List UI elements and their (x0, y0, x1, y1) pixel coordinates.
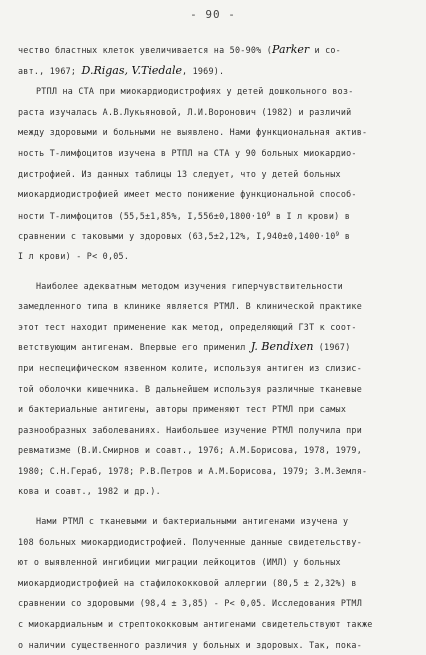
text-line: замедленного типа в клинике является РТМЛ. В клинической практике (18, 301, 362, 312)
text-line: ности Т-лимфоцитов (55,5±1,85%, $I,556\pm 0,1800\cdot 10^9$ в I л крови) в (18, 210, 350, 221)
text-line: кова и соавт., 1982 и др.). (18, 486, 161, 497)
text-line: о наличии существенного различия у больных и здоровых. Так, пока- (18, 639, 362, 650)
text-line: сравнении со здоровыми (98,4 ± 3,85) - Р< 0,05. Исследования РТМЛ (18, 598, 362, 609)
superscript: 9 (335, 231, 340, 239)
text-line: чество бластных клеток увеличивается на 50-90% (Parker и со- (18, 43, 341, 56)
text-line: авт., 1967; D.Rigas, V.Tiedale, 1969). (18, 63, 225, 77)
handwritten-author: J. Bendixen (250, 340, 314, 354)
page-number: - 90 - (190, 8, 236, 21)
handwritten-author: D.Rigas, V.Tiedale (81, 63, 182, 77)
text-line: РТПЛ на СТА при миокардиодистрофиях у детей дошкольного воз- (36, 86, 354, 97)
text-line: Нами РТМЛ с тканевыми и бактериальными антигенами изучена у (36, 516, 349, 527)
text-line: ность Т-лимфоцитов изучена в РТПЛ на СТА у 90 больных миокардио- (18, 147, 357, 158)
text-line: и бактериальные антигены, авторы применяют тест РТМЛ при самых (18, 404, 347, 415)
text-line: с миокардиальным и стрептококковым антигенами свидетельствуют также (18, 619, 373, 630)
paragraph-gap (0, 502, 426, 511)
text-line: 108 больных миокардиодистрофией. Полученные данные свидетельству- (18, 536, 362, 547)
text-line: разнообразных заболеваниях. Наибольшее изучение РТМЛ получила при (18, 424, 362, 435)
text-line: I л крови) - Р< 0,05. (18, 250, 130, 261)
text-line: при неспецифическом язвенном колите, используя антиген из слизис- (18, 362, 362, 373)
text-line: миокардиодистрофией имеет место понижение функциональной способ- (18, 189, 357, 200)
superscript: 9 (266, 210, 271, 218)
body-text (0, 40, 426, 655)
text-line: этот тест находит применение как метод, определяющий ГЗТ к соот- (18, 321, 357, 332)
text-line: раста изучалась А.В.Лукьяновой, Л.И.Воронович (1982) и различий (18, 106, 352, 117)
text-line: Наиболее адекватным методом изучения гиперчувствительности (36, 280, 343, 291)
text-line: ют о выявленной ингибиции миграции лейкоцитов (ИМЛ) у больных (18, 557, 341, 568)
text-line: миокардиодистрофией на стафилококковой аллергии (80,5 ± 2,32%) в (18, 577, 357, 588)
paragraph-gap (0, 267, 426, 276)
text-line: сравнении с таковыми у здоровых (63,5±2,12%, $I,940\pm 0,1400\cdot 10^9$ в (18, 231, 350, 242)
text-line: 1980; С.Н.Гераб, 1978; Р.В.Петров и А.М.Борисова, 1979; З.М.Земля- (18, 465, 368, 476)
text-line: ревматизме (В.И.Смирнов и соавт., 1976; А.М.Борисова, 1978, 1979, (18, 445, 362, 456)
text-line: той оболочки кишечника. В дальнейшем используя различные тканевые (18, 383, 362, 394)
text-line: между здоровыми и больными не выявлено. Нами функциональная актив- (18, 127, 368, 138)
text-line: дистрофией. Из данных таблицы 13 следует, что у детей больных (18, 168, 341, 179)
text-line: ветствующим антигенам. Впервые его применил J. Bendixen (1967) (18, 340, 351, 354)
handwritten-author: Parker (272, 43, 310, 56)
